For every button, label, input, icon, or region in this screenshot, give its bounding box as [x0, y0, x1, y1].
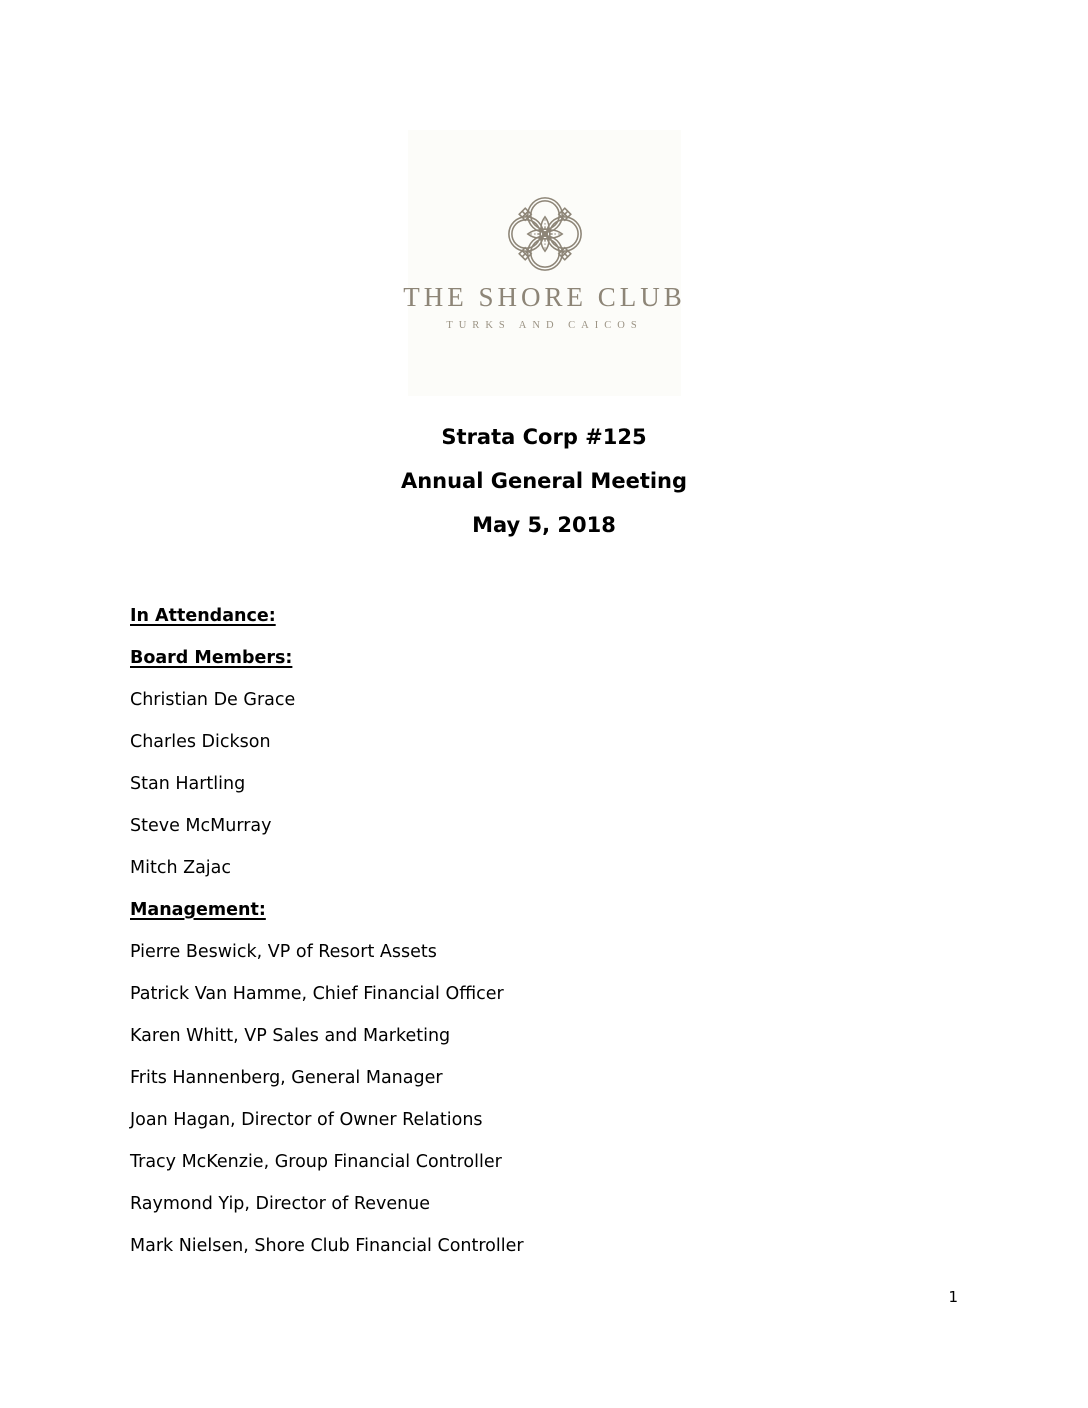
management-member-name: Mark Nielsen, Shore Club Financial Controller	[130, 1236, 524, 1256]
board-member-name: Steve McMurray	[130, 816, 272, 836]
document-title	[0, 425, 1088, 557]
management-member-name: Patrick Van Hamme, Chief Financial Officer	[130, 984, 504, 1004]
board-member-name: Christian De Grace	[130, 690, 296, 710]
title-line-strata-corp: Strata Corp #125	[441, 425, 647, 449]
management-member-name: Tracy McKenzie, Group Financial Controller	[130, 1152, 502, 1172]
board-member-name: Stan Hartling	[130, 774, 246, 794]
board-member-name: Mitch Zajac	[130, 858, 232, 878]
board-members-list	[130, 689, 960, 899]
management-member-name: Pierre Beswick, VP of Resort Assets	[130, 942, 437, 962]
attendance-section	[130, 605, 960, 1277]
board-member-name: Charles Dickson	[130, 732, 271, 752]
logo-wordmark: THE SHORE CLUB	[403, 282, 686, 312]
management-member-name: Joan Hagan, Director of Owner Relations	[130, 1110, 483, 1130]
management-member-name: Frits Hannenberg, General Manager	[130, 1068, 443, 1088]
title-line-date: May 5, 2018	[472, 513, 616, 537]
shore-club-medallion-icon	[502, 190, 588, 278]
logo-subtitle: TURKS AND CAICOS	[446, 319, 643, 331]
shore-club-logo	[403, 130, 686, 396]
title-line-meeting: Annual General Meeting	[400, 469, 688, 493]
in-attendance-heading: In Attendance:	[130, 606, 276, 626]
page-number: 1	[948, 1288, 958, 1306]
management-member-name: Karen Whitt, VP Sales and Marketing	[130, 1026, 451, 1046]
management-member-name: Raymond Yip, Director of Revenue	[130, 1194, 431, 1214]
management-list	[130, 941, 960, 1277]
management-heading: Management:	[130, 900, 266, 920]
board-members-heading: Board Members:	[130, 648, 293, 668]
